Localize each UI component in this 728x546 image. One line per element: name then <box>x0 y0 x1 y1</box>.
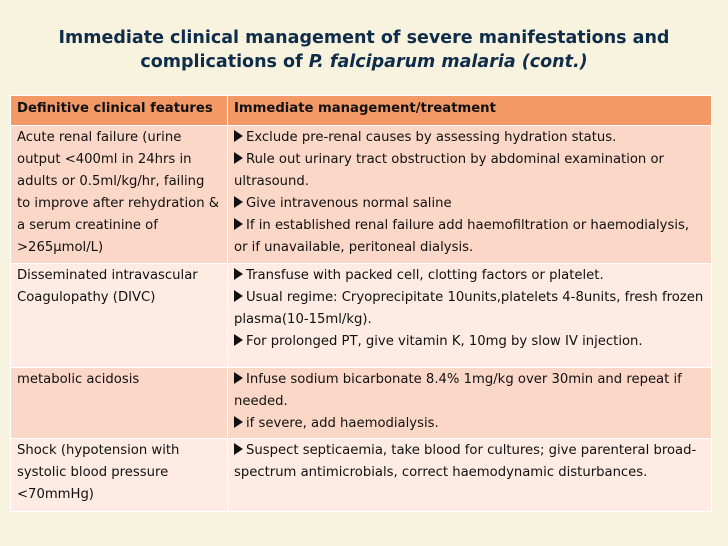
feature-cell: Shock (hypotension with systolic blood pressure <70mmHg) <box>11 439 228 512</box>
treatment-item: Transfuse with packed cell, clotting factors or platelet. <box>234 265 705 287</box>
treatment-item: Exclude pre-renal causes by assessing hydration status. <box>234 127 705 149</box>
arrow-bullet-icon <box>234 268 243 280</box>
arrow-bullet-icon <box>234 290 243 302</box>
arrow-bullet-icon <box>234 130 243 142</box>
treatment-item: if severe, add haemodialysis. <box>234 413 705 435</box>
feature-cell: metabolic acidosis <box>11 368 228 439</box>
treatment-cell <box>228 264 712 368</box>
treatment-item: Usual regime: Cryoprecipitate 10units,platelets 4-8units, fresh frozen plasma(10-15ml/kg). <box>234 290 704 327</box>
header-management: Immediate management/treatment <box>228 96 712 126</box>
title-line-2 <box>20 50 708 74</box>
arrow-bullet-icon <box>234 334 243 346</box>
treatment-cell <box>228 439 712 512</box>
treatment-item: Suspect septicaemia, take blood for cultures; give parenteral broad-spectrum antimicrobials, correct haemodynamic disturbances. <box>234 443 697 480</box>
treatment-item: For prolonged PT, give vitamin K, 10mg by slow IV injection. <box>234 331 705 353</box>
table-row <box>11 126 712 264</box>
arrow-bullet-icon <box>234 152 243 164</box>
slide-title <box>20 26 708 74</box>
feature-cell: Acute renal failure (urine output <400ml in 24hrs in adults or 0.5ml/kg/hr, failing to improve after rehydration & a serum creatinine of >265µmol/L) <box>11 126 228 264</box>
arrow-bullet-icon <box>234 218 243 230</box>
table-row <box>11 264 712 368</box>
title-line-2-species: P. falciparum malaria (cont.) <box>308 52 588 72</box>
treatment-cell <box>228 368 712 439</box>
title-line-2-prefix: complications of <box>140 52 309 72</box>
feature-cell: Disseminated intravascular Coagulopathy (DIVC) <box>11 264 228 368</box>
management-table <box>10 95 712 512</box>
arrow-bullet-icon <box>234 416 243 428</box>
treatment-item: Infuse sodium bicarbonate 8.4% 1mg/kg over 30min and repeat if needed. <box>234 372 682 409</box>
arrow-bullet-icon <box>234 443 243 455</box>
title-line-1: Immediate clinical management of severe manifestations and <box>58 28 670 48</box>
treatment-cell <box>228 126 712 264</box>
treatment-item: Give intravenous normal saline <box>234 193 705 215</box>
treatment-item: If in established renal failure add haemofiltration or haemodialysis, or if unavailable, peritoneal dialysis. <box>234 218 690 255</box>
table-row <box>11 368 712 439</box>
table-row <box>11 439 712 512</box>
arrow-bullet-icon <box>234 372 243 384</box>
header-clinical-features: Definitive clinical features <box>11 96 228 126</box>
arrow-bullet-icon <box>234 196 243 208</box>
table-header-row <box>11 96 712 126</box>
treatment-item: Rule out urinary tract obstruction by abdominal examination or ultrasound. <box>234 152 664 189</box>
